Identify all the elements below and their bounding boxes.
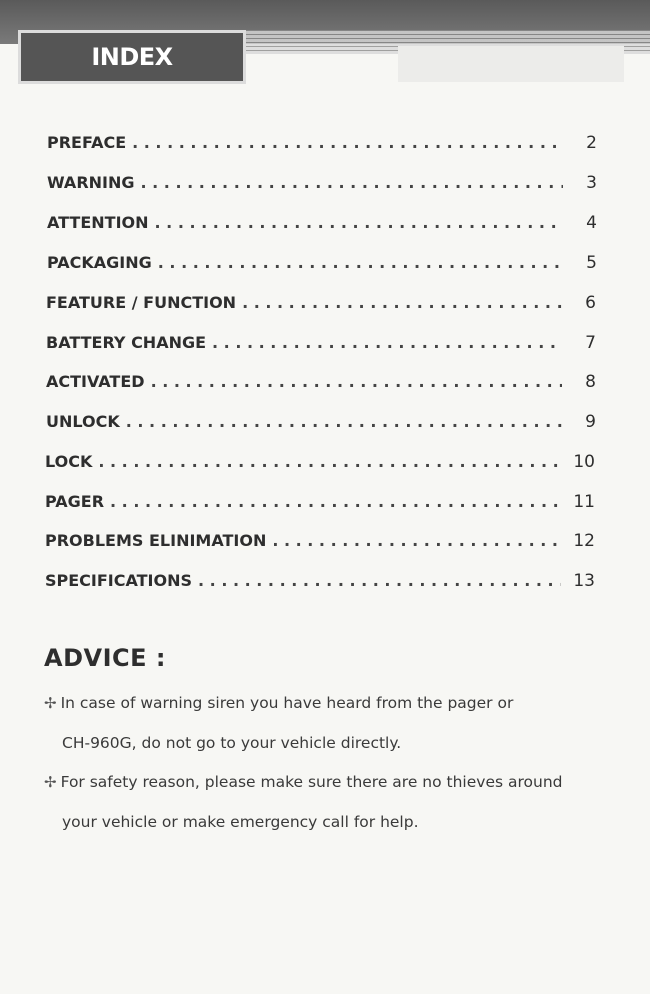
toc-page-number: 8: [585, 372, 596, 392]
toc-label: PACKAGING: [47, 253, 152, 272]
show-through-shadow: [398, 46, 624, 82]
toc-label: SPECIFICATIONS: [45, 571, 193, 590]
dot-leader: [126, 412, 562, 431]
toc-label: BATTERY CHANGE: [46, 333, 207, 352]
advice-item-2-line-1: [44, 773, 562, 791]
dot-leader: [132, 133, 563, 152]
advice-item-1-line-2: [62, 734, 401, 752]
toc-label: LOCK: [45, 452, 93, 471]
toc-row-warning[interactable]: [47, 173, 597, 199]
toc-row-specifications[interactable]: [45, 571, 595, 597]
toc-row-lock[interactable]: [45, 452, 595, 478]
toc-row-problems-elinimation[interactable]: [45, 531, 595, 557]
toc-page-number: 11: [573, 492, 595, 512]
toc-page-number: 3: [586, 173, 597, 193]
toc-row-attention[interactable]: [47, 213, 597, 239]
advice-item-1-line-1: [44, 694, 513, 712]
four-point-star-icon: ✢: [44, 773, 57, 791]
toc-page-number: 4: [586, 213, 597, 233]
dot-leader: [110, 492, 561, 511]
dot-leader: [158, 253, 563, 272]
advice-text: For safety reason, please make sure there are no thieves around: [60, 773, 563, 791]
advice-item-2-line-2: [62, 813, 419, 831]
toc-page-number: 7: [585, 333, 596, 353]
dot-leader: [198, 571, 561, 590]
index-tab: [18, 30, 246, 84]
toc-label: PREFACE: [47, 133, 127, 152]
dot-leader: [242, 293, 562, 312]
toc-row-packaging[interactable]: [47, 253, 597, 279]
toc-row-pager[interactable]: [45, 492, 595, 518]
toc-row-unlock[interactable]: [46, 412, 596, 438]
toc-label: PROBLEMS ELINIMATION: [45, 531, 267, 550]
toc-page-number: 13: [573, 571, 595, 591]
toc-label: ACTIVATED: [46, 372, 145, 391]
toc-label: ATTENTION: [47, 213, 149, 232]
page-title: INDEX: [91, 43, 173, 71]
dot-leader: [141, 173, 564, 192]
advice-heading: ADVICE :: [44, 644, 166, 672]
four-point-star-icon: ✢: [44, 694, 57, 712]
toc-page-number: 5: [586, 253, 597, 273]
toc-page-number: 12: [573, 531, 595, 551]
toc-page-number: 10: [573, 452, 595, 472]
toc-label: FEATURE / FUNCTION: [46, 293, 237, 312]
toc-page-number: 2: [586, 133, 597, 153]
dot-leader: [155, 213, 563, 232]
dot-leader: [98, 452, 561, 471]
advice-text: CH-960G, do not go to your vehicle directly.: [62, 734, 402, 752]
toc-label: WARNING: [47, 173, 135, 192]
toc-row-battery-change[interactable]: [46, 333, 596, 359]
toc-row-feature-function[interactable]: [46, 293, 596, 319]
advice-text: your vehicle or make emergency call for help.: [62, 813, 419, 831]
toc-page-number: 9: [585, 412, 596, 432]
dot-leader: [272, 531, 561, 550]
toc-page-number: 6: [585, 293, 596, 313]
toc-row-preface[interactable]: [47, 133, 597, 159]
toc-row-activated[interactable]: [46, 372, 596, 398]
toc-label: PAGER: [45, 492, 105, 511]
toc-label: UNLOCK: [46, 412, 120, 431]
dot-leader: [212, 333, 562, 352]
advice-text: In case of warning siren you have heard from the pager or: [60, 694, 514, 712]
dot-leader: [151, 372, 562, 391]
